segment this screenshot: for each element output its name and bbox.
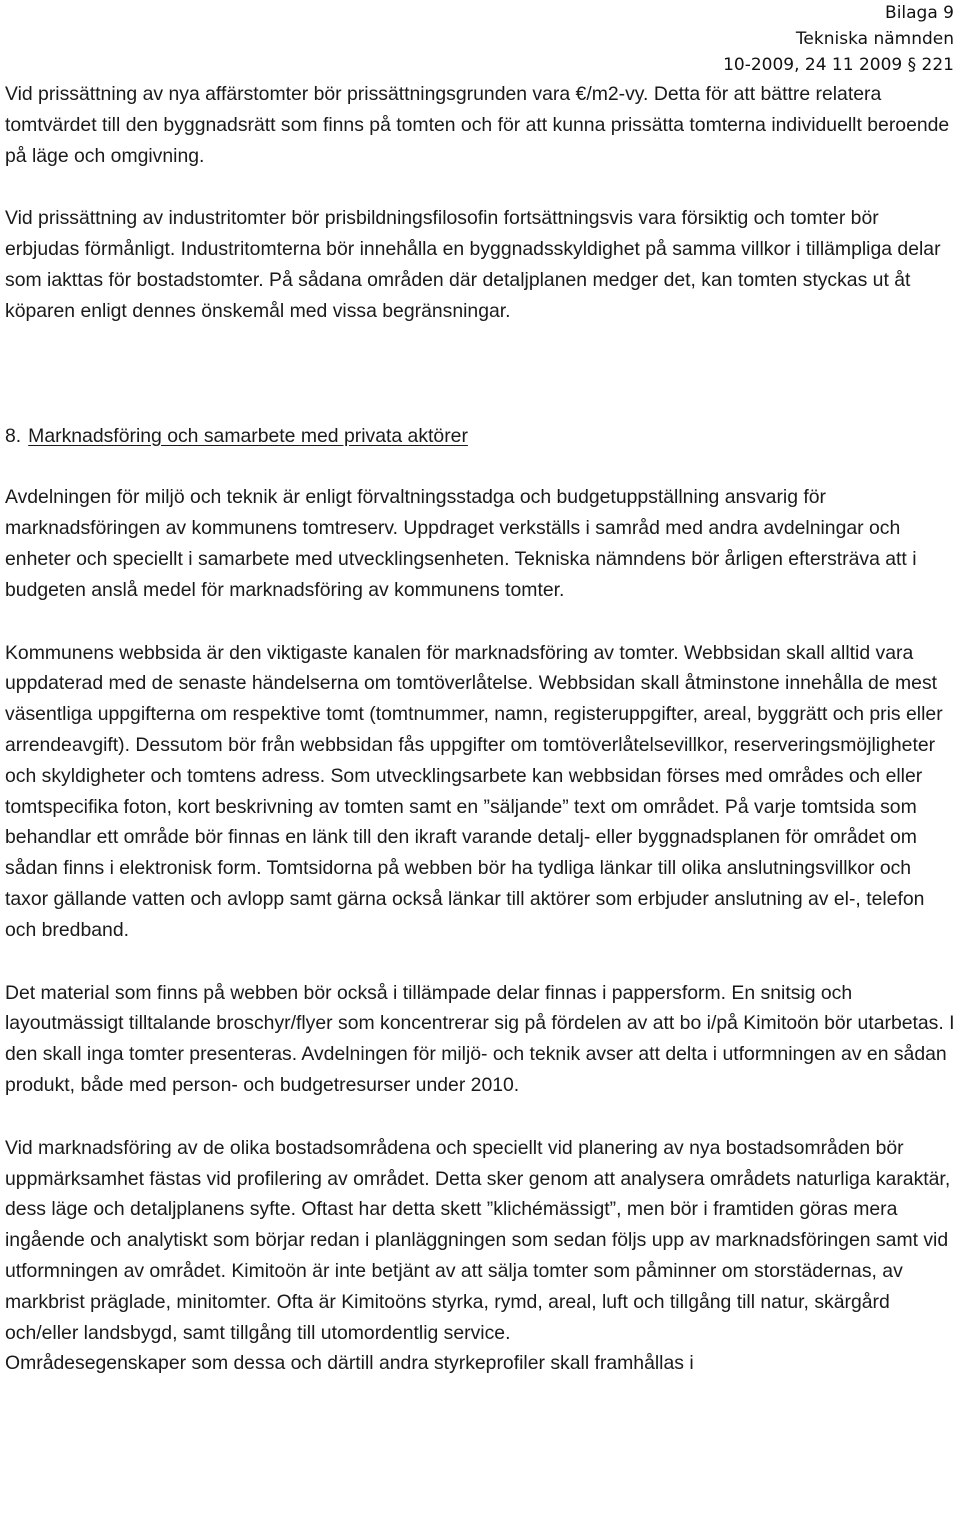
section-heading	[5, 421, 955, 452]
paragraph-business-plots: Vid prissättning av nya affärstomter bör prissättningsgrunden vara €/m2-vy. Detta för att bättre relatera tomtvärdet till den byggnadsrätt som finns på tomten och för att kunna prissätta tomterna individuellt beroende på läge och omgivning.	[5, 83, 950, 167]
paragraph-industrial-plots: Vid prissättning av industritomter bör prisbildningsfilosofin fortsättningsvis vara försiktig och tomter bör erbjudas förmånligt. Industritomterna bör innehålla en byggnadsskyldighet på samma villkor i tillämpliga delar som iakttas för bostadstomter. På sådana områden där detaljplanen medger det, kan tomten styckas ut åt köparen enligt dennes önskemål med vissa begränsningar.	[5, 207, 941, 322]
section-number: 8.	[5, 424, 22, 447]
page-header	[723, 0, 954, 78]
session-reference: 10-2009, 24 11 2009 § 221	[723, 55, 954, 75]
attachment-label: Bilaga 9	[885, 3, 954, 23]
paragraph-print-material: Det material som finns på webben bör också i tillämpade delar finnas i pappersform. En snitsig och layoutmässigt tilltalande broschyr/flyer som koncentrerar sig på fördelen av att bo i/på Kimitoön bör utarbetas. I den skall inga tomter presenteras. Avdelningen för miljö- och teknik avser att delta i utformningen av en sådan produkt, både med person- och budgetresurser under 2010.	[5, 981, 955, 1096]
section-title: Marknadsföring och samarbete med privata aktörer	[28, 424, 468, 447]
paragraph-marketing-responsibility: Avdelningen för miljö och teknik är enligt förvaltningsstadga och budgetuppställning ansvarig för marknadsföringen av kommunens tomtreserv. Uppdraget verkställs i samråd med andra avdelningar och enheter och speciellt i samarbete med utvecklingsenheten. Tekniska nämndens bör årligen eftersträva att i budgeten anslå medel för marknadsföring av kommunens tomter.	[5, 486, 917, 601]
document-body	[5, 79, 955, 1379]
paragraph-area-profiling: Vid marknadsföring av de olika bostadsområdena och speciellt vid planering av nya bostadsområden bör uppmärksamhet fästas vid profilering av området. Detta sker genom att analysera områdets naturliga karaktär, dess läge och detaljplanens syfte. Oftast har detta skett ”klichémässigt”, men bör i framtiden göras mera ingående och analytiskt som börjar redan i planläggningen som sedan följs upp av marknadsföringen samt vid utformningen av området. Kimitoön är inte betjänt av att sälja tomter som påminner om storstädernas, av markbrist präglade, minitomter. Ofta är Kimitoöns styrka, rymd, areal, luft och tillgång till natur, skärgård och/eller landsbygd, samt tillgång till utomordentlig service.	[5, 1136, 951, 1344]
committee-name: Tekniska nämnden	[795, 29, 954, 49]
paragraph-area-properties: Områdesegenskaper som dessa och därtill andra styrkeprofiler skall framhållas i	[5, 1352, 694, 1375]
paragraph-website: Kommunens webbsida är den viktigaste kanalen för marknadsföring av tomter. Webbsidan skall alltid vara uppdaterad med de senaste händelserna om tomtöverlåtelse. Webbsidan skall åtminstone innehålla de mest väsentliga uppgifterna om respektive tomt (tomtnummer, namn, registeruppgifter, areal, byggrätt och pris eller arrendeavgift). Dessutom bör från webbsidan fås uppgifter om tomtöverlåtelsevillkor, reserveringsmöjligheter och skyldigheter och tomtens adress. Som utvecklingsarbete kan webbsidan förses med områdes och eller tomtspecifika foton, kort beskrivning av tomten samt en ”säljande” text om området. På varje tomtsida som behandlar ett område bör finnas en länk till den ikraft varande detalj- eller byggnadsplanen för området om sådan finns i elektronisk form. Tomtsidorna på webben bör ha tydliga länkar till olika anslutningsvillkor och taxor gällande vatten och avlopp samt gärna också länkar till aktörer som erbjuder anslutning av el-, telefon och bredband.	[5, 641, 943, 941]
